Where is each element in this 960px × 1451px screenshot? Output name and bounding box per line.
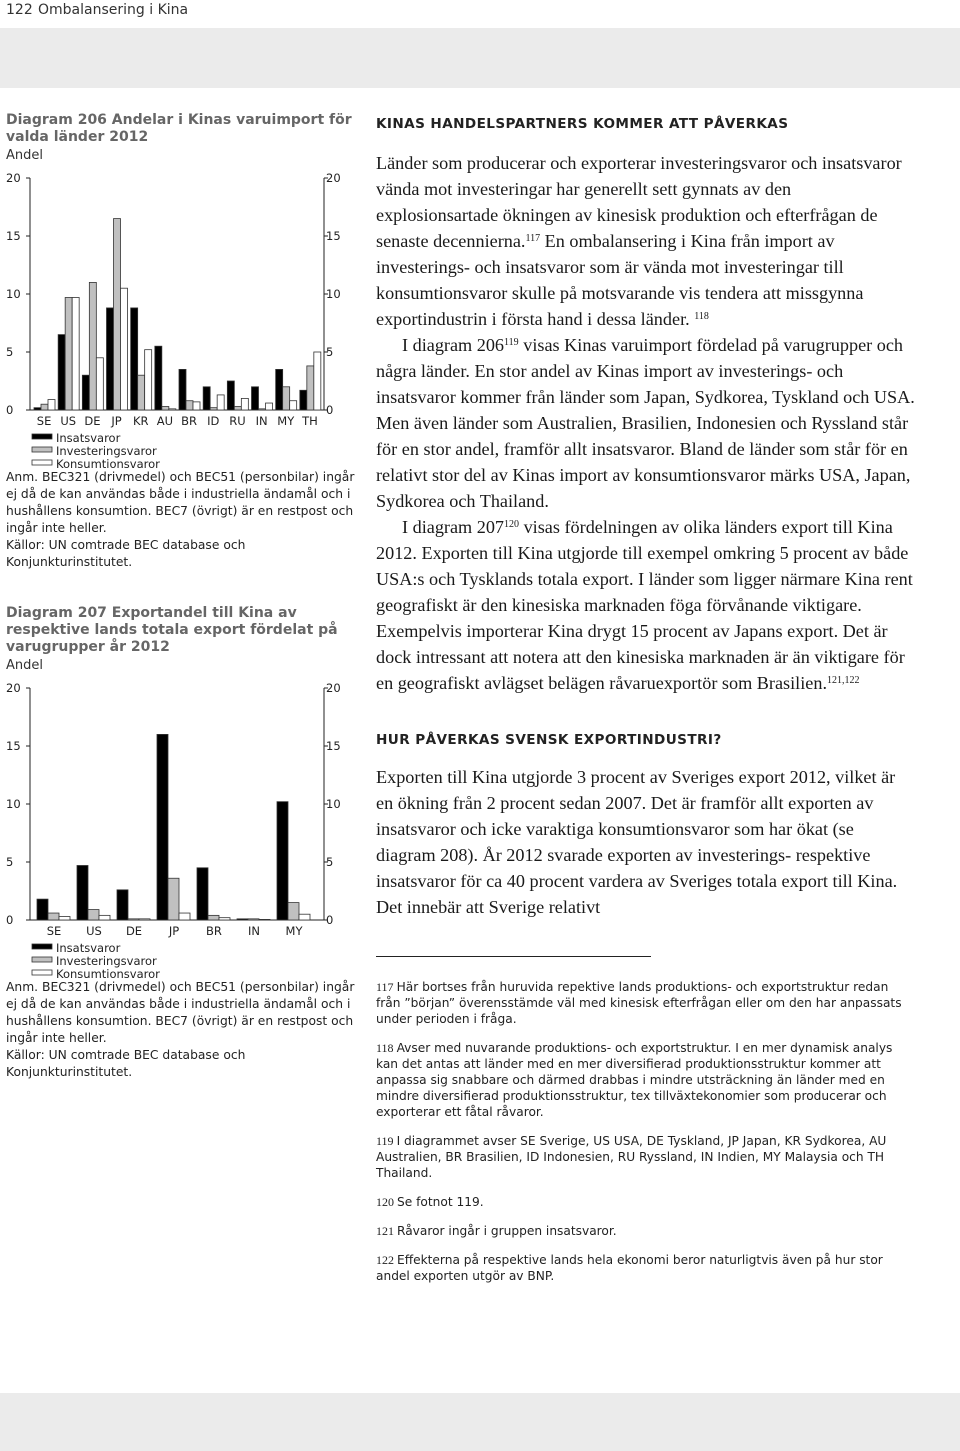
footnote-120 [376, 1194, 916, 1210]
bar-in-investeringsvaror [259, 409, 266, 410]
bar-se-konsumtionsvaror [59, 917, 70, 920]
footnote-text: Effekterna på respektive lands hela ekonomi beror naturligtvis även på hur stor andel exporten utgör av BNP. [376, 1253, 883, 1283]
bar-my-investeringsvaror [283, 387, 290, 410]
bar-au-insatsvaror [155, 346, 162, 410]
bar-br-konsumtionsvaror [193, 402, 200, 410]
footnote-number: 120 [376, 1195, 397, 1209]
bar-us-konsumtionsvaror [72, 297, 79, 410]
figure-207-unit: Andel [6, 658, 43, 673]
footnote-number: 121 [376, 1224, 397, 1238]
legend-swatch [32, 447, 52, 452]
footnote-text: Här bortses från huruvida repektive lands produktions- och exportstruktur redan från ”början” överensstämde väl med kinesisk efterfrågan eller om den har anpassats under perioden i fråga. [376, 980, 902, 1026]
y-tick-label-left: 5 [6, 345, 14, 359]
footnote-121 [376, 1223, 916, 1239]
bar-th-konsumtionsvaror [314, 352, 321, 410]
footnote-ref[interactable]: 121,122 [827, 675, 860, 686]
figure-207 [6, 605, 356, 1081]
y-tick-label-left: 10 [6, 287, 21, 301]
bar-th-insatsvaror [300, 390, 307, 410]
bar-id-konsumtionsvaror [217, 395, 224, 410]
x-tick-label: BR [206, 924, 222, 938]
footnote-119 [376, 1133, 916, 1181]
bar-jp-konsumtionsvaror [121, 288, 128, 410]
legend-swatch [32, 460, 52, 465]
bar-de-konsumtionsvaror [139, 919, 150, 920]
legend-label: Insatsvaror [56, 431, 121, 445]
y-tick-label-left: 15 [6, 739, 21, 753]
footnote-ref[interactable]: 119 [504, 337, 519, 348]
footnote-117 [376, 979, 916, 1027]
bar-my-insatsvaror [277, 802, 288, 920]
y-tick-label-right: 10 [326, 287, 341, 301]
y-tick-label-left: 5 [6, 855, 14, 869]
x-tick-label: RU [229, 414, 246, 428]
y-tick-label-left: 10 [6, 797, 21, 811]
bar-in-insatsvaror [252, 387, 259, 410]
bar-us-konsumtionsvaror [99, 915, 110, 920]
bar-ru-investeringsvaror [234, 407, 241, 410]
figure-206-source: Källor: UN comtrade BEC database och Konjunkturinstitutet. [6, 538, 246, 569]
bar-us-insatsvaror [58, 335, 65, 410]
bar-se-insatsvaror [37, 899, 48, 920]
section-heading-swedish-export: HUR PÅVERKAS SVENSK EXPORTINDUSTRI? [376, 732, 722, 748]
bar-de-insatsvaror [117, 890, 128, 920]
bar-us-investeringsvaror [65, 297, 72, 410]
x-tick-label: DE [125, 924, 143, 938]
figure-206-title: Diagram 206 Andelar i Kinas varuimport för valda länder 2012 [6, 112, 352, 145]
figure-206 [6, 112, 356, 571]
chart-206 [6, 164, 356, 469]
bar-in-investeringsvaror [248, 919, 259, 920]
bar-au-investeringsvaror [162, 407, 169, 410]
bar-se-investeringsvaror [41, 404, 48, 410]
bar-in-konsumtionsvaror [259, 919, 270, 920]
x-tick-label: JP [111, 414, 122, 428]
bar-my-konsumtionsvaror [290, 401, 297, 410]
bar-id-insatsvaror [203, 387, 210, 410]
bar-my-investeringsvaror [288, 903, 299, 920]
footnotes [376, 979, 916, 1284]
y-tick-label-right: 15 [326, 739, 341, 753]
bar-ru-insatsvaror [227, 381, 234, 410]
y-tick-label-right: 15 [326, 229, 341, 243]
y-tick-label-left: 0 [6, 913, 14, 927]
bar-br-investeringsvaror [186, 401, 193, 410]
footnote-number: 122 [376, 1253, 397, 1267]
bar-de-investeringsvaror [89, 282, 96, 410]
running-header [0, 0, 960, 20]
x-tick-label: IN [255, 414, 268, 428]
figure-207-source: Källor: UN comtrade BEC database och Konjunkturinstitutet. [6, 1048, 246, 1079]
y-tick-label-left: 0 [6, 403, 14, 417]
figure-column [6, 112, 356, 1081]
legend-swatch [32, 434, 52, 439]
bar-th-investeringsvaror [307, 366, 314, 410]
bar-id-investeringsvaror [210, 408, 217, 410]
text-column [376, 116, 916, 1284]
header-band [0, 28, 960, 88]
bar-us-insatsvaror [77, 865, 88, 920]
paragraph: I diagram $207^{120}$ visas fördelningen av olika länders export till Kina 2012. Exporten till Kina utgjorde till exempel omkring 5 procent av både USA:s och Tysklands totala export. I länder som ligger närmare Kina rent geografiskt är den kinesiska marknaden föga förvånande viktigare. Exempelvis importerar Kina drygt 15 procent av Japans export. Det är dock intressant att notera att den kinesiska marknaden är än viktigare för en geografiskt avlägset belägen råvaruexportör som Brasilien.$^{121,122}$ [376, 517, 913, 693]
y-tick-label-left: 15 [6, 229, 21, 243]
x-tick-label: AU [156, 414, 174, 428]
legend-label: Insatsvaror [56, 941, 121, 955]
bar-us-investeringsvaror [88, 910, 99, 920]
figure-207-title: Diagram 207 Exportandel till Kina av respektive lands totala export fördelat på varugrupper år 2012 [6, 605, 338, 655]
bar-de-konsumtionsvaror [96, 358, 103, 410]
footnote-text: Se fotnot 119. [397, 1195, 484, 1209]
y-tick-label-left: 20 [6, 171, 21, 185]
footnote-number: 118 [376, 1041, 397, 1055]
running-title: Ombalansering i Kina [38, 2, 189, 18]
footnote-divider [376, 956, 651, 957]
bar-de-insatsvaror [82, 375, 89, 410]
bar-ru-konsumtionsvaror [241, 398, 248, 410]
bar-kr-insatsvaror [131, 308, 138, 410]
bar-jp-konsumtionsvaror [179, 913, 190, 920]
footnote-ref[interactable]: 117 [525, 233, 541, 244]
bar-se-investeringsvaror [48, 913, 59, 920]
bar-kr-konsumtionsvaror [145, 350, 152, 410]
bar-se-konsumtionsvaror [48, 400, 55, 410]
footnote-number: 119 [376, 1134, 397, 1148]
x-tick-label: BR [181, 414, 198, 428]
footnote-122 [376, 1252, 916, 1284]
legend-label: Konsumtionsvaror [56, 967, 160, 979]
legend-swatch [32, 957, 52, 962]
figure-207-note: Anm. BEC321 (drivmedel) och BEC51 (personbilar) ingår ej då de kan användas både i industriella ändamål och i hushållens konsumtion. BEC7 (övrigt) är en restpost och ingår inte heller. [6, 980, 355, 1045]
paragraph: Länder som producerar och exporterar investeringsvaror och insatsvaror vända mot investeringar har generellt sett gynnats av den explosionsartade ökningen av kinesisk produktion och efterfrågan de senaste decennierna.$^{117}$ En ombalansering i Kina från import av investerings- och insatsvaror som är vända mot investeringar till konsumtionsvaror skulle på motsvarande vis tendera att missgynna exportindustrin i första hand i dessa länder. $^{118}$ [376, 153, 902, 329]
y-tick-label-right: 20 [326, 681, 341, 695]
bar-br-konsumtionsvaror [219, 918, 230, 920]
bar-br-investeringsvaror [208, 915, 219, 920]
figure-206-unit: Andel [6, 148, 43, 163]
x-tick-label: SE [36, 414, 52, 428]
legend-label: Konsumtionsvaror [56, 457, 160, 469]
figure-206-note: Anm. BEC321 (drivmedel) och BEC51 (personbilar) ingår ej då de kan användas både i industriella ändamål och i hushållens konsumtion. BEC7 (övrigt) är en restpost och ingår inte heller. [6, 470, 355, 535]
x-tick-label: MY [285, 924, 303, 938]
y-tick-label-right: 0 [326, 403, 334, 417]
y-tick-label-right: 5 [326, 345, 334, 359]
paragraph: I diagram $206^{119}$ visas Kinas varuimport fördelad på varugrupper och några länder. En stor andel av Kinas import av investerings- och insatsvaror kommer från länder som Japan, Sydkorea, Tyskland och USA. Men även länder som Australien, Brasilien, Indonesien och Ryssland står för en stor andel, framför allt insatsvaror. Bland de länder som står för en relativt stor del av Kinas import av konsumtionsvaror märks USA, Japan, Sydkorea och Thailand. [376, 335, 915, 511]
bar-my-insatsvaror [276, 369, 283, 410]
x-tick-label: ID [207, 414, 220, 428]
bar-jp-insatsvaror [157, 734, 168, 920]
legend-swatch [32, 970, 52, 975]
bar-br-insatsvaror [179, 369, 186, 410]
footnote-text: I diagrammet avser SE Sverige, US USA, DE Tyskland, JP Japan, KR Sydkorea, AU Australien, BR Brasilien, ID Indonesien, RU Ryssland, IN Indien, MY Malaysia och TH Thailand. [376, 1134, 887, 1180]
section-heading-trade-partners: KINAS HANDELSPARTNERS KOMMER ATT PÅVERKAS [376, 116, 789, 132]
y-tick-label-right: 0 [326, 913, 334, 927]
footnote-number: 117 [376, 980, 397, 994]
bar-se-insatsvaror [34, 408, 41, 410]
footnote-ref[interactable]: 120 [504, 519, 520, 530]
chart-207 [6, 674, 356, 979]
bar-au-konsumtionsvaror [169, 409, 176, 410]
paragraph: Exporten till Kina utgjorde 3 procent av Sveriges export 2012, vilket är en ökning från 2 procent sedan 2007. Det är framför allt exporten av insatsvaror och icke varaktiga konsumtionsvaror som har ökat (se diagram 208). År 2012 svarade exporten av investerings- respektive insatsvaror för ca 40 procent vardera av Sveriges totala export till Kina. Det innebär att Sverige relativt [376, 767, 898, 917]
x-tick-label: KR [132, 414, 149, 428]
y-tick-label-right: 20 [326, 171, 341, 185]
x-tick-label: IN [248, 924, 260, 938]
x-tick-label: TH [302, 414, 318, 428]
y-tick-label-right: 10 [326, 797, 341, 811]
legend-swatch [32, 944, 52, 949]
y-tick-label-left: 20 [6, 681, 21, 695]
footnote-ref[interactable]: 118 [694, 311, 709, 322]
bar-in-insatsvaror [237, 919, 248, 920]
page-number: 122 [6, 2, 33, 18]
bar-de-investeringsvaror [128, 919, 139, 920]
x-tick-label: SE [46, 924, 62, 938]
bar-my-konsumtionsvaror [299, 914, 310, 920]
bar-kr-investeringsvaror [138, 375, 145, 410]
y-tick-label-right: 5 [326, 855, 334, 869]
bar-jp-investeringsvaror [168, 878, 179, 920]
footnote-text: Råvaror ingår i gruppen insatsvaror. [397, 1224, 617, 1238]
footnote-text: Avser med nuvarande produktions- och exportstruktur. I en mer dynamisk analys kan det antas att länder med en mer diversifierad produktionsstruktur kommer att anpassa sig snabbare och därmed drabbas i mindre utsträckning än länder med en mindre diversifierad produktionsstruktur, tex tillväxtekonomier som producerar och exporterar ett fåtal råvaror. [376, 1041, 893, 1119]
legend-label: Investeringsvaror [56, 444, 157, 458]
bar-jp-investeringsvaror [114, 219, 121, 410]
x-tick-label: US [86, 924, 102, 938]
legend-label: Investeringsvaror [56, 954, 157, 968]
x-tick-label: DE [84, 414, 101, 428]
x-tick-label: JP [168, 924, 180, 938]
bar-br-insatsvaror [197, 868, 208, 920]
x-tick-label: MY [277, 414, 295, 428]
x-tick-label: US [60, 414, 77, 428]
footer-band [0, 1393, 960, 1451]
footnote-118 [376, 1040, 916, 1120]
bar-jp-insatsvaror [107, 308, 114, 410]
bar-in-konsumtionsvaror [266, 403, 273, 410]
